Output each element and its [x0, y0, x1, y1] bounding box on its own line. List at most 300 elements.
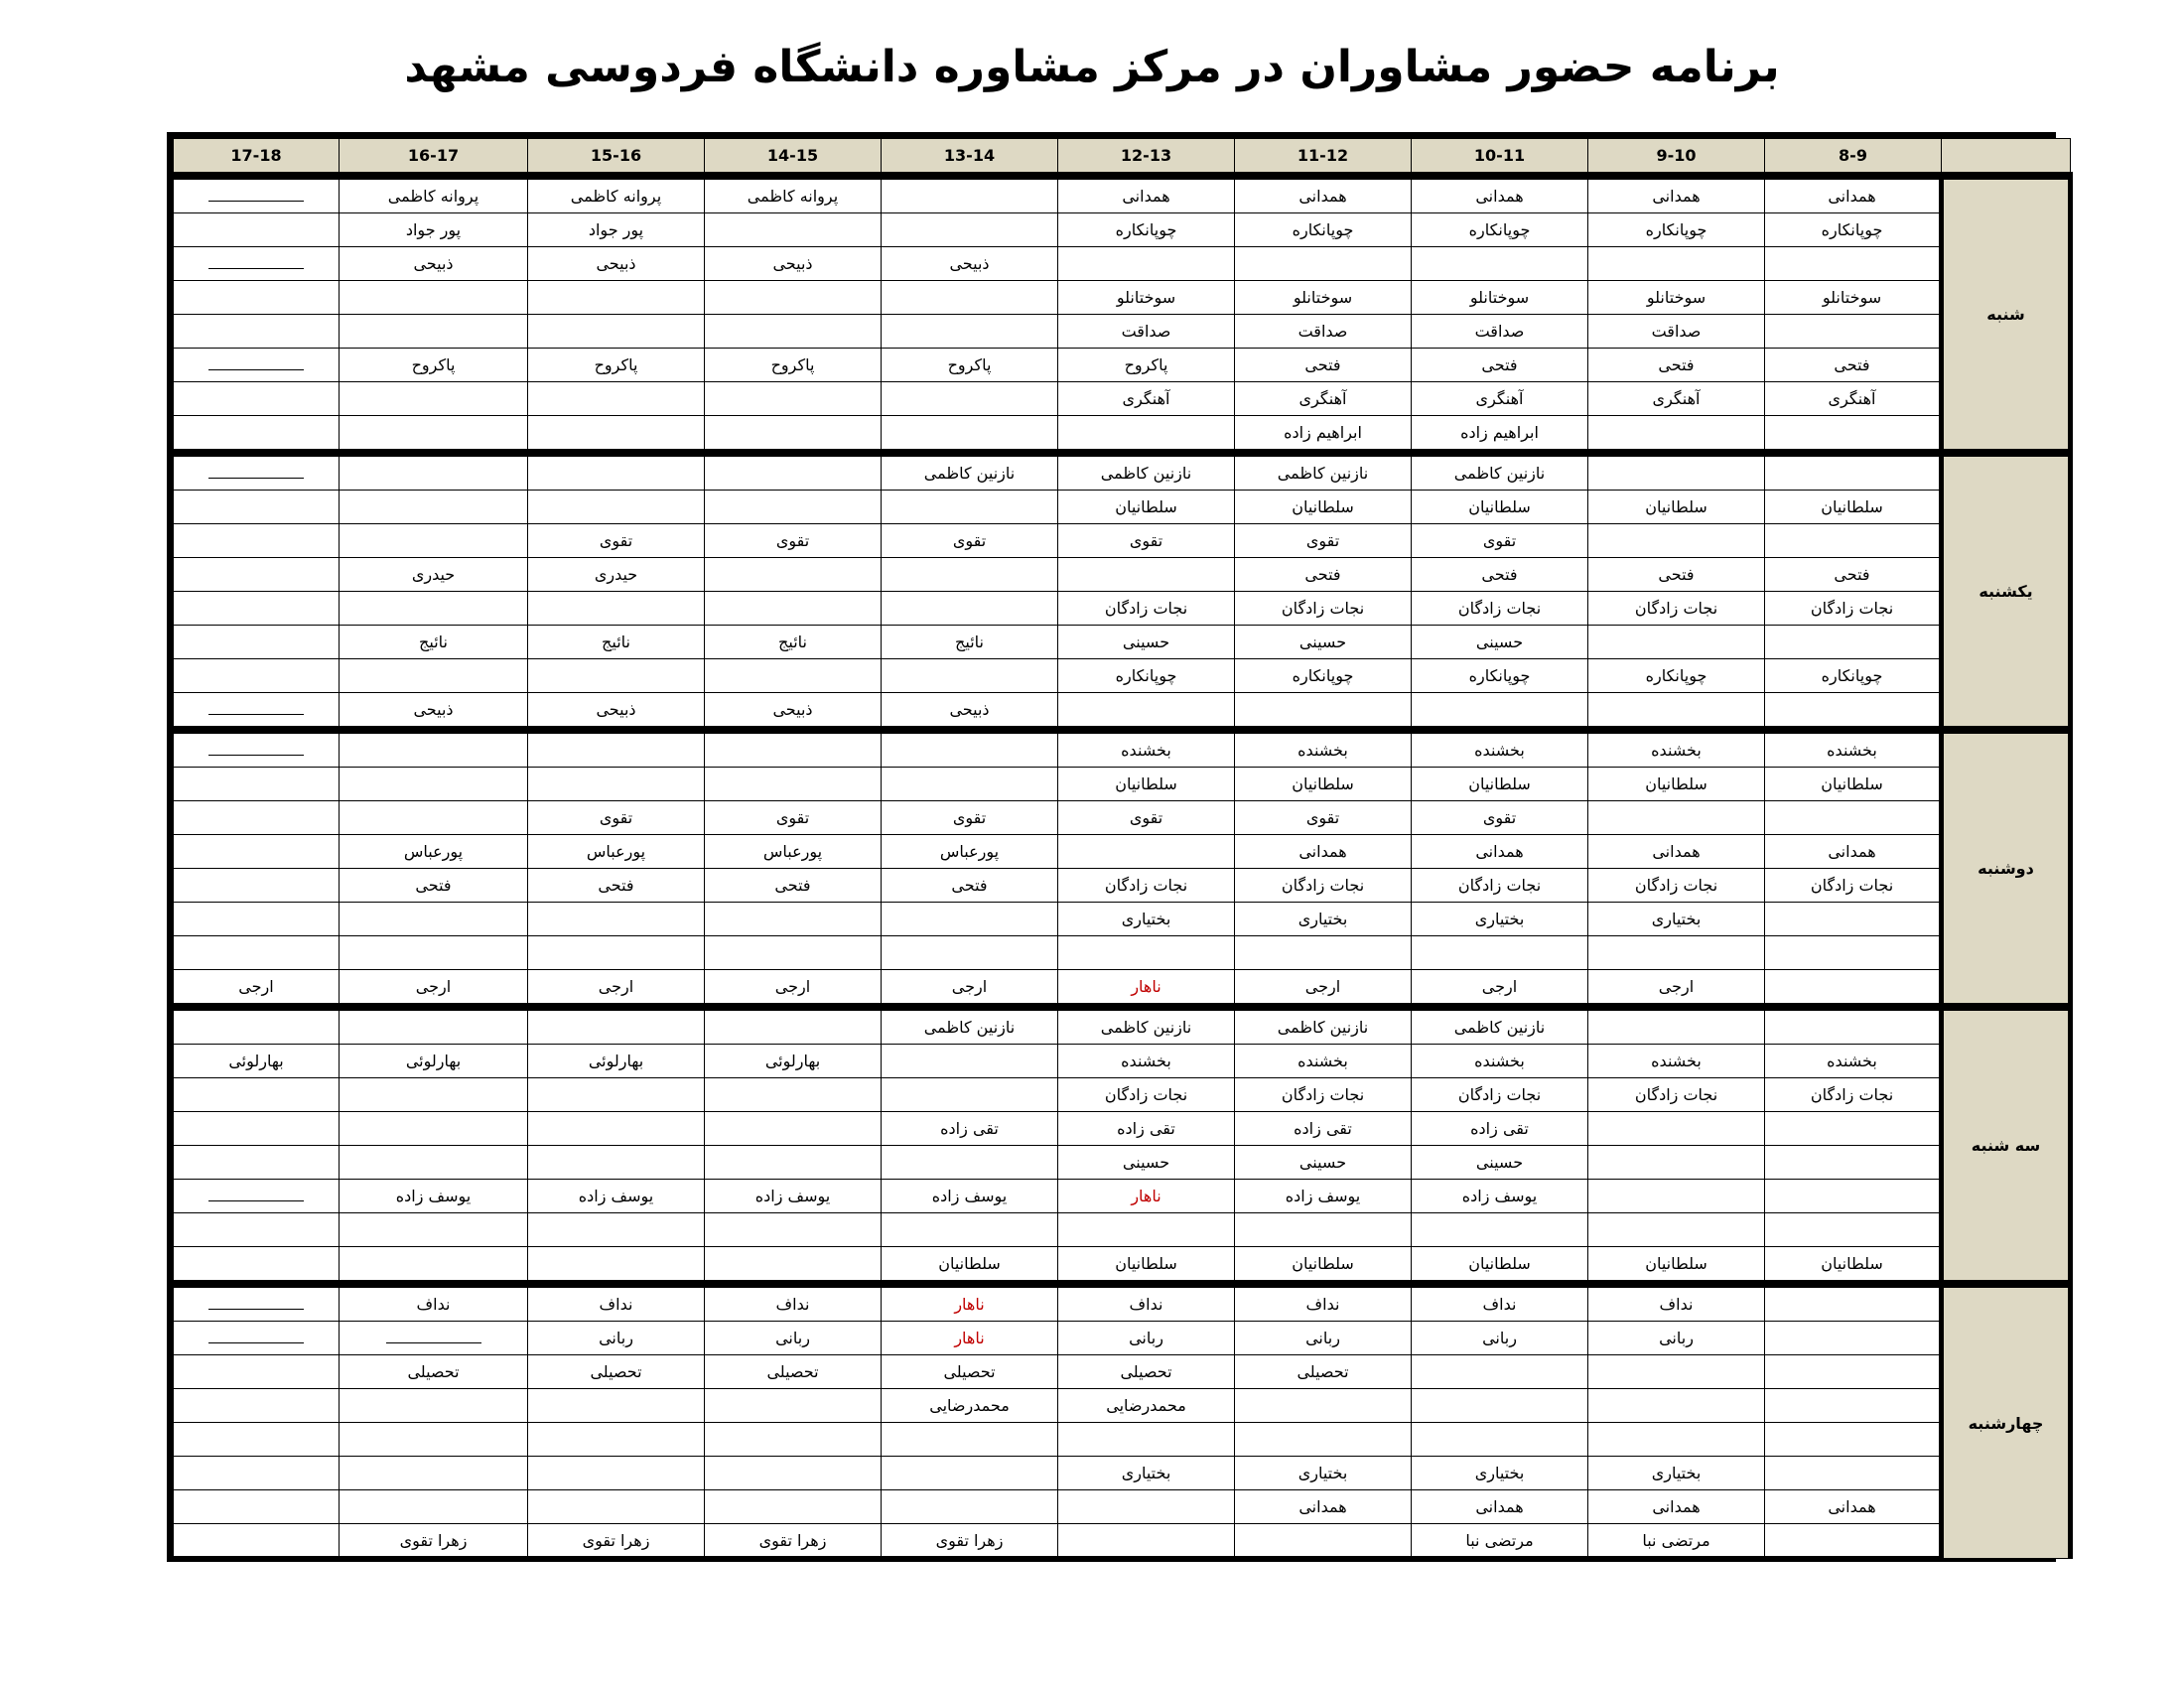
schedule-cell — [1235, 315, 1412, 349]
schedule-cell — [528, 730, 705, 768]
schedule-cell — [1412, 1389, 1588, 1423]
schedule-cell — [1412, 835, 1588, 869]
counselor-name: نازنین کاظمی — [1277, 464, 1369, 483]
schedule-row — [174, 659, 2071, 693]
counselor-name: فتحی — [1481, 355, 1518, 374]
counselor-name: چوپانکاره — [1468, 220, 1531, 239]
counselor-name: نجات زادگان — [1457, 1085, 1542, 1104]
blank-line — [386, 1333, 481, 1343]
counselor-name: تحصیلی — [590, 1362, 642, 1381]
counselor-name: بختیاری — [1474, 1464, 1525, 1482]
schedule-cell — [1412, 1112, 1588, 1146]
schedule-cell — [1588, 1355, 1765, 1389]
schedule-cell — [1235, 491, 1412, 524]
schedule-cell — [1588, 835, 1765, 869]
schedule-cell — [1412, 1457, 1588, 1490]
schedule-cell — [1058, 1322, 1235, 1355]
schedule-cell — [1765, 1180, 1942, 1213]
schedule-cell — [1765, 176, 1942, 213]
lunch-label: ناهار — [954, 1329, 985, 1347]
schedule-cell — [528, 1284, 705, 1322]
schedule-row — [174, 1355, 2071, 1389]
counselor-name: سلطانیان — [1115, 1254, 1177, 1273]
schedule-cell — [1058, 1213, 1235, 1247]
schedule-cell — [1765, 1423, 1942, 1457]
schedule-cell — [1058, 1045, 1235, 1078]
schedule-cell — [528, 1007, 705, 1045]
schedule-cell — [1058, 1112, 1235, 1146]
counselor-name: همدانی — [1475, 842, 1524, 861]
counselor-name: فتحی — [1304, 565, 1341, 584]
schedule-cell — [882, 315, 1058, 349]
schedule-cell — [174, 349, 340, 382]
counselor-name: همدانی — [1828, 1497, 1876, 1516]
schedule-cell — [1588, 1007, 1765, 1045]
schedule-row — [174, 491, 2071, 524]
schedule-cell — [340, 835, 528, 869]
counselor-name: صداقت — [1651, 322, 1702, 341]
counselor-name: حیدری — [594, 565, 638, 584]
schedule-cell — [528, 382, 705, 416]
schedule-row — [174, 247, 2071, 281]
schedule-cell — [1412, 281, 1588, 315]
schedule-cell — [882, 453, 1058, 491]
counselor-name: چوپانکاره — [1645, 220, 1707, 239]
schedule-cell — [1235, 382, 1412, 416]
schedule-cell — [1235, 1247, 1412, 1285]
counselor-name: زهرا تقوی — [935, 1531, 1004, 1550]
schedule-cell — [1765, 835, 1942, 869]
schedule-cell — [1412, 416, 1588, 454]
counselor-name: فتحی — [951, 876, 988, 895]
counselor-name: بخشنده — [1121, 1052, 1171, 1070]
schedule-cell — [1058, 1146, 1235, 1180]
counselor-name: بختیاری — [1651, 910, 1702, 928]
schedule-cell — [1588, 659, 1765, 693]
counselor-name: تقوی — [1305, 808, 1340, 827]
schedule-cell — [528, 1322, 705, 1355]
schedule-cell — [340, 1423, 528, 1457]
schedule-cell — [1412, 801, 1588, 835]
schedule-cell — [705, 1322, 882, 1355]
schedule-cell — [1765, 1007, 1942, 1045]
schedule-cell — [1235, 1146, 1412, 1180]
counselor-name: تقوی — [1482, 531, 1517, 550]
schedule-cell — [705, 970, 882, 1008]
schedule-cell — [882, 693, 1058, 731]
schedule-cell — [1412, 1355, 1588, 1389]
counselor-name: فتحی — [1834, 355, 1870, 374]
schedule-cell — [1412, 558, 1588, 592]
schedule-row — [174, 1045, 2071, 1078]
schedule-cell — [528, 903, 705, 936]
schedule-cell — [882, 768, 1058, 801]
schedule-cell — [1058, 281, 1235, 315]
counselor-name: حسینی — [1122, 633, 1170, 651]
counselor-name: همدانی — [1828, 187, 1876, 206]
counselor-name: چوپانکاره — [1115, 220, 1177, 239]
schedule-cell — [528, 936, 705, 970]
schedule-row — [174, 1524, 2071, 1559]
counselor-name: چوپانکاره — [1292, 220, 1354, 239]
schedule-cell — [705, 693, 882, 731]
counselor-name: چوپانکاره — [1115, 666, 1177, 685]
schedule-cell — [1235, 730, 1412, 768]
schedule-cell — [340, 416, 528, 454]
schedule-cell — [1058, 524, 1235, 558]
counselor-name: بخشنده — [1297, 741, 1348, 760]
counselor-name: نجات زادگان — [1634, 599, 1718, 618]
schedule-cell — [1765, 524, 1942, 558]
time-slot-header: 17-18 — [174, 139, 340, 177]
schedule-cell — [1765, 693, 1942, 731]
schedule-cell — [1765, 1247, 1942, 1285]
counselor-name: نازنین کاظمی — [1100, 1018, 1192, 1037]
schedule-cell — [1765, 1213, 1942, 1247]
schedule-cell — [174, 416, 340, 454]
schedule-cell — [1588, 1457, 1765, 1490]
counselor-name: بختیاری — [1297, 1464, 1348, 1482]
schedule-cell — [174, 1112, 340, 1146]
counselor-name: آهنگری — [1475, 389, 1524, 408]
counselor-name: ربانی — [599, 1329, 633, 1347]
schedule-cell — [340, 1213, 528, 1247]
schedule-cell — [705, 416, 882, 454]
counselor-name: ارجی — [598, 977, 634, 996]
counselor-name: سوختانلو — [1116, 288, 1176, 307]
schedule-cell — [705, 491, 882, 524]
counselor-name: نائیج — [419, 633, 448, 651]
schedule-cell — [174, 382, 340, 416]
counselor-name: ذبیحی — [949, 700, 990, 719]
schedule-cell — [882, 1180, 1058, 1213]
counselor-name: ابراهیم زاده — [1460, 423, 1539, 442]
schedule-cell — [705, 626, 882, 659]
schedule-cell — [174, 1457, 340, 1490]
schedule-cell — [882, 524, 1058, 558]
schedule-row — [174, 1007, 2071, 1045]
schedule-cell — [1412, 1524, 1588, 1559]
schedule-cell — [340, 1524, 528, 1559]
schedule-cell — [1588, 1247, 1765, 1285]
schedule-cell — [1235, 1045, 1412, 1078]
schedule-row — [174, 315, 2071, 349]
schedule-row — [174, 1078, 2071, 1112]
schedule-cell — [1765, 382, 1942, 416]
schedule-cell — [705, 1007, 882, 1045]
schedule-cell — [1588, 176, 1765, 213]
schedule-cell — [1765, 247, 1942, 281]
schedule-cell — [528, 768, 705, 801]
counselor-name: پروانه کاظمی — [570, 187, 662, 206]
counselor-name: محمدرضایی — [929, 1396, 1010, 1415]
schedule-row — [174, 416, 2071, 454]
schedule-cell — [340, 693, 528, 731]
schedule-cell — [1765, 1490, 1942, 1524]
schedule-cell — [340, 1007, 528, 1045]
counselor-name: ارجی — [415, 977, 452, 996]
schedule-cell — [705, 1490, 882, 1524]
counselor-name: چوپانکاره — [1468, 666, 1531, 685]
schedule-cell — [705, 213, 882, 247]
counselor-name: سوختانلو — [1469, 288, 1530, 307]
counselor-name: یوسف زاده — [395, 1187, 472, 1205]
schedule-cell — [1588, 1322, 1765, 1355]
schedule-cell — [1058, 1490, 1235, 1524]
counselor-name: سلطانیان — [1645, 1254, 1707, 1273]
schedule-cell — [1235, 869, 1412, 903]
schedule-cell — [340, 349, 528, 382]
counselor-name: محمدرضایی — [1106, 1396, 1186, 1415]
counselor-name: حسینی — [1475, 633, 1524, 651]
schedule-cell — [174, 558, 340, 592]
schedule-cell — [1588, 1524, 1765, 1559]
schedule-cell — [1235, 281, 1412, 315]
schedule-cell — [1765, 558, 1942, 592]
schedule-row — [174, 213, 2071, 247]
schedule-cell — [340, 524, 528, 558]
schedule-cell — [174, 730, 340, 768]
schedule-cell — [1058, 315, 1235, 349]
schedule-cell — [340, 869, 528, 903]
schedule-cell — [528, 453, 705, 491]
schedule-cell — [882, 970, 1058, 1008]
schedule-cell — [1588, 281, 1765, 315]
schedule-cell — [1235, 349, 1412, 382]
schedule-cell — [705, 1389, 882, 1423]
schedule-cell — [882, 247, 1058, 281]
schedule-cell — [1588, 693, 1765, 731]
schedule-cell — [705, 1355, 882, 1389]
schedule-row — [174, 869, 2071, 903]
counselor-name: تقوی — [599, 808, 633, 827]
counselor-name: سوختانلو — [1646, 288, 1706, 307]
schedule-cell — [174, 1213, 340, 1247]
schedule-cell — [1412, 524, 1588, 558]
schedule-cell — [1412, 730, 1588, 768]
time-slot-header: 14-15 — [705, 139, 882, 177]
schedule-cell — [1412, 1007, 1588, 1045]
counselor-name: بخشنده — [1121, 741, 1171, 760]
time-slot-header: 16-17 — [340, 139, 528, 177]
schedule-row — [174, 936, 2071, 970]
counselor-name: سلطانیان — [1821, 1254, 1883, 1273]
schedule-cell — [528, 491, 705, 524]
counselor-name: آهنگری — [1298, 389, 1347, 408]
counselor-name: سلطانیان — [1821, 497, 1883, 516]
counselor-name: تقوی — [775, 531, 810, 550]
counselor-name: مرتضی نبا — [1465, 1531, 1534, 1550]
counselor-name: حسینی — [1475, 1153, 1524, 1172]
counselor-name: همدانی — [1475, 1497, 1524, 1516]
schedule-row — [174, 1112, 2071, 1146]
schedule-cell — [882, 592, 1058, 626]
schedule-cell — [528, 1045, 705, 1078]
counselor-name: بخشنده — [1474, 1052, 1525, 1070]
schedule-row — [174, 176, 2071, 213]
schedule-cell — [1058, 1007, 1235, 1045]
schedule-cell — [1765, 349, 1942, 382]
lunch-label: ناهار — [954, 1295, 985, 1314]
counselor-name: تقوی — [775, 808, 810, 827]
schedule-cell — [174, 626, 340, 659]
schedule-cell — [340, 1146, 528, 1180]
schedule-cell — [528, 659, 705, 693]
schedule-cell — [1765, 936, 1942, 970]
counselor-name: بختیاری — [1297, 910, 1348, 928]
counselor-name: بهارلوئی — [405, 1052, 462, 1070]
schedule-cell — [882, 1457, 1058, 1490]
schedule-cell — [1412, 1078, 1588, 1112]
schedule-cell — [528, 1423, 705, 1457]
schedule-cell — [340, 1490, 528, 1524]
schedule-cell — [340, 1045, 528, 1078]
counselor-name: بهارلوئی — [764, 1052, 821, 1070]
counselor-name: سلطانیان — [1645, 774, 1707, 793]
counselor-name: نازنین کاظمی — [1277, 1018, 1369, 1037]
schedule-cell — [1765, 659, 1942, 693]
counselor-name: ذبیحی — [772, 254, 813, 273]
schedule-cell — [340, 626, 528, 659]
schedule-cell — [174, 1045, 340, 1078]
counselor-name: پورعباس — [586, 842, 646, 861]
schedule-row — [174, 730, 2071, 768]
schedule-cell — [1058, 1355, 1235, 1389]
schedule-cell — [1235, 592, 1412, 626]
schedule-cell — [882, 835, 1058, 869]
schedule-cell — [340, 176, 528, 213]
counselor-name: ربانی — [1305, 1329, 1340, 1347]
schedule-cell — [174, 1524, 340, 1559]
schedule-cell — [1235, 1423, 1412, 1457]
schedule-cell — [705, 349, 882, 382]
schedule-cell — [1058, 1284, 1235, 1322]
counselor-name: نازنین کاظمی — [923, 464, 1016, 483]
counselor-name: سلطانیان — [1292, 497, 1354, 516]
schedule-cell — [174, 176, 340, 213]
schedule-row — [174, 903, 2071, 936]
schedule-row — [174, 1322, 2071, 1355]
counselor-name: نائیج — [955, 633, 984, 651]
schedule-cell — [882, 213, 1058, 247]
counselor-name: بخشنده — [1651, 741, 1702, 760]
schedule-cell — [1765, 768, 1942, 801]
schedule-cell — [174, 1146, 340, 1180]
schedule-row — [174, 1284, 2071, 1322]
schedule-cell — [528, 801, 705, 835]
schedule-cell — [1058, 1389, 1235, 1423]
schedule-cell — [528, 1180, 705, 1213]
counselor-name: نداف — [416, 1295, 451, 1314]
schedule-cell — [1588, 524, 1765, 558]
schedule-cell — [1765, 1146, 1942, 1180]
schedule-cell — [1412, 693, 1588, 731]
schedule-cell — [528, 213, 705, 247]
counselor-name: مرتضی نبا — [1642, 1531, 1710, 1550]
schedule-cell — [882, 1007, 1058, 1045]
counselor-name: صداقت — [1121, 322, 1171, 341]
counselor-name: همدانی — [1652, 187, 1701, 206]
counselor-name: پور جواد — [405, 220, 462, 239]
time-slot-header: 8-9 — [1765, 139, 1942, 177]
schedule-cell — [1058, 382, 1235, 416]
schedule-cell — [882, 558, 1058, 592]
schedule-cell — [705, 1213, 882, 1247]
counselor-name: پورعباس — [939, 842, 1000, 861]
schedule-cell — [1588, 970, 1765, 1008]
schedule-cell — [1235, 1078, 1412, 1112]
schedule-cell — [174, 524, 340, 558]
schedule-cell — [705, 592, 882, 626]
counselor-name: سلطانیان — [1468, 1254, 1531, 1273]
schedule-cell — [882, 349, 1058, 382]
counselor-name: پاکروح — [411, 355, 456, 374]
counselor-name: ذبیحی — [413, 254, 454, 273]
counselor-name: تحصیلی — [766, 1362, 819, 1381]
schedule-cell — [340, 768, 528, 801]
counselor-name: زهرا تقوی — [758, 1531, 827, 1550]
counselor-name: نجات زادگان — [1810, 1085, 1894, 1104]
time-slot-header: 15-16 — [528, 139, 705, 177]
blank-line — [208, 191, 304, 202]
schedule-cell — [1588, 936, 1765, 970]
blank-line — [208, 1299, 304, 1310]
schedule-cell — [528, 176, 705, 213]
counselor-name: تقی زاده — [1470, 1119, 1529, 1138]
schedule-cell — [1765, 903, 1942, 936]
lunch-label: ناهار — [1131, 977, 1161, 996]
counselor-name: بخشنده — [1297, 1052, 1348, 1070]
schedule-row — [174, 1213, 2071, 1247]
schedule-cell — [1058, 1457, 1235, 1490]
schedule-cell — [1058, 247, 1235, 281]
schedule-cell — [528, 1213, 705, 1247]
counselor-name: بختیاری — [1121, 1464, 1171, 1482]
counselor-name: نازنین کاظمی — [1453, 1018, 1546, 1037]
counselor-name: ارجی — [1304, 977, 1341, 996]
counselor-name: تحصیلی — [407, 1362, 460, 1381]
schedule-cell — [1765, 592, 1942, 626]
counselor-name: تقی زاده — [1117, 1119, 1175, 1138]
schedule-cell — [1235, 659, 1412, 693]
schedule-cell — [1765, 315, 1942, 349]
schedule-cell — [1412, 592, 1588, 626]
schedule-cell — [174, 1007, 340, 1045]
schedule-cell — [528, 592, 705, 626]
schedule-cell — [1412, 1213, 1588, 1247]
counselor-name: نداف — [1659, 1295, 1694, 1314]
schedule-table — [173, 138, 2073, 1560]
counselor-name: سوختانلو — [1293, 288, 1353, 307]
time-slot-header: 11-12 — [1235, 139, 1412, 177]
schedule-cell — [1235, 1180, 1412, 1213]
schedule-row — [174, 524, 2071, 558]
schedule-cell — [1588, 1284, 1765, 1322]
schedule-cell — [1412, 1045, 1588, 1078]
counselor-name: پاکروح — [770, 355, 815, 374]
schedule-cell — [1058, 1524, 1235, 1559]
counselor-name: تقی زاده — [1294, 1119, 1352, 1138]
schedule-cell — [340, 1284, 528, 1322]
schedule-cell — [340, 1247, 528, 1285]
schedule-cell — [528, 247, 705, 281]
counselor-name: یوسف زاده — [1285, 1187, 1361, 1205]
schedule-cell — [528, 693, 705, 731]
counselor-name: سلطانیان — [1115, 774, 1177, 793]
schedule-cell — [1588, 903, 1765, 936]
schedule-cell — [1235, 213, 1412, 247]
counselor-name: بخشنده — [1474, 741, 1525, 760]
